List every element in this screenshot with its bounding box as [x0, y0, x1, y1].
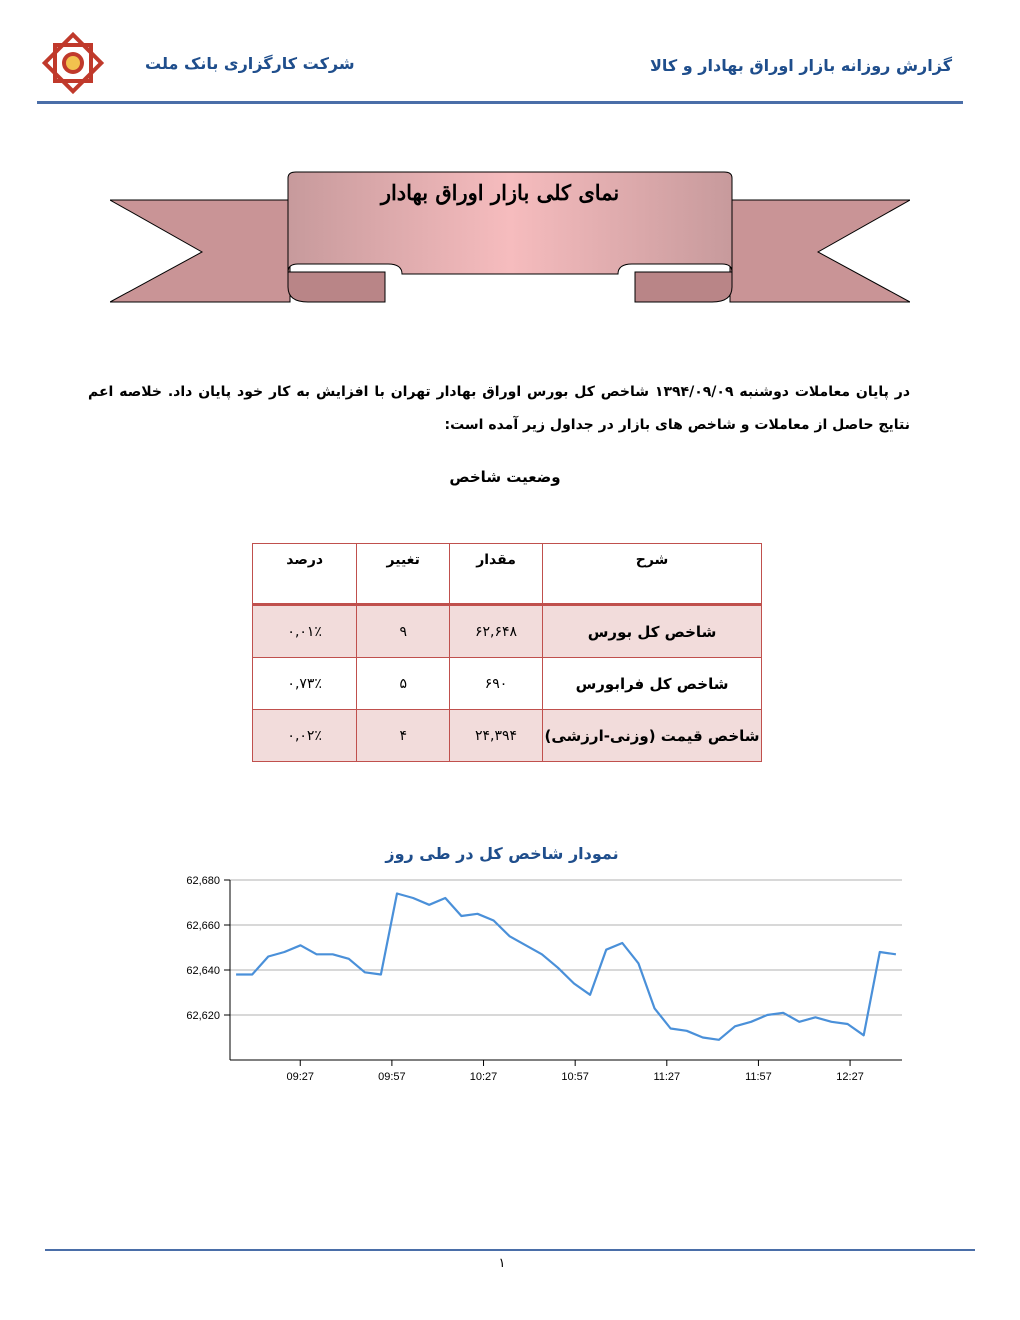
- bank-mellat-logo-icon: [40, 30, 106, 96]
- index-table: [252, 543, 762, 762]
- row-percent: ۰,۷۳٪: [253, 658, 357, 710]
- y-tick-label: 62,640: [186, 965, 220, 977]
- table-row: [253, 658, 762, 710]
- y-tick-label: 62,620: [186, 1010, 220, 1022]
- intraday-index-chart: [150, 872, 920, 1092]
- footer-divider: [45, 1249, 975, 1251]
- row-change: ۵: [357, 658, 450, 710]
- row-value: ۶۲,۶۴۸: [450, 605, 543, 658]
- page-number: ۱: [498, 1256, 506, 1271]
- x-tick-label: 09:57: [378, 1071, 406, 1083]
- row-change: ۹: [357, 605, 450, 658]
- table-row: [253, 710, 762, 762]
- series-line: [236, 894, 896, 1040]
- x-tick-label: 10:57: [561, 1071, 589, 1083]
- column-header-change: تغییر: [357, 544, 450, 605]
- table-header-row: [253, 544, 762, 605]
- row-description: شاخص کل فرابورس: [543, 658, 762, 710]
- x-tick-label: 12:27: [836, 1071, 864, 1083]
- company-name: شرکت کارگزاری بانک ملت: [145, 54, 355, 73]
- intro-paragraph: در پایان معاملات دوشنبه ۱۳۹۴/۰۹/۰۹ شاخص کل بورس اوراق بهادار تهران با افزایش به کار خود پایان داد. خلاصه اعم نتایج حاصل از معاملات و شاخص های بازار در جداول زیر آمده است:: [88, 384, 911, 433]
- row-value: ۲۴,۳۹۴: [450, 710, 543, 762]
- row-percent: ۰,۰۱٪: [253, 605, 357, 658]
- row-value: ۶۹۰: [450, 658, 543, 710]
- column-header-value: مقدار: [450, 544, 543, 605]
- row-percent: ۰,۰۲٪: [253, 710, 357, 762]
- row-description: شاخص قیمت (وزنی-ارزشی): [543, 710, 762, 762]
- x-tick-label: 10:27: [469, 1071, 498, 1083]
- x-tick-label: 09:27: [286, 1071, 315, 1083]
- row-description: شاخص کل بورس: [543, 605, 762, 658]
- column-header-percent: درصد: [253, 544, 357, 605]
- x-tick-label: 11:57: [745, 1071, 772, 1083]
- table-row: [253, 605, 762, 658]
- y-tick-label: 62,680: [186, 875, 220, 887]
- row-change: ۴: [357, 710, 450, 762]
- chart-title: نمودار شاخص کل در طی روز: [385, 844, 619, 863]
- header-divider: [37, 101, 963, 104]
- column-header-description: شرح: [543, 544, 762, 605]
- report-title: گزارش روزانه بازار اوراق بهادار و کالا: [649, 56, 952, 75]
- x-tick-label: 11:27: [653, 1071, 681, 1083]
- y-tick-label: 62,660: [186, 920, 220, 932]
- banner-title: نمای کلی بازار اوراق بهادار: [380, 180, 620, 205]
- index-section-title: وضعیت شاخص: [449, 468, 561, 486]
